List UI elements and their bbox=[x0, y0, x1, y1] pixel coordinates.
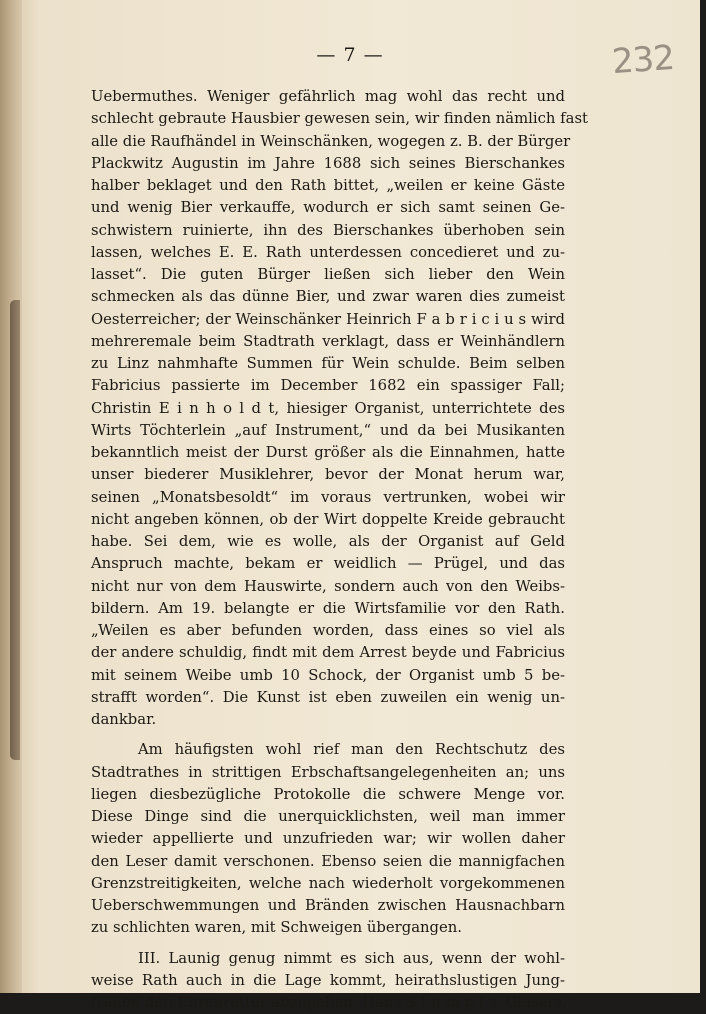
text-line: III. Launig genug nimmt es sich aus, wenn der wohl- bbox=[91, 948, 565, 970]
text-line: Ueberschwemmungen und Bränden zwischen Hausnachbarn bbox=[91, 895, 565, 917]
text-line: bekanntlich meist der Durst größer als die Einnahmen, hatte bbox=[91, 442, 565, 464]
text-line: Uebermuthes. Weniger gefährlich mag wohl das recht und bbox=[91, 86, 565, 108]
pencil-annotation: 232 bbox=[611, 38, 676, 82]
text-line: Christin E i n h o l d t, hiesiger Organist, unterrichtete des bbox=[91, 398, 565, 420]
paragraph-1 bbox=[91, 86, 565, 731]
paragraph-gap bbox=[91, 940, 565, 948]
text-line: Wirts Töchterlein „auf Instrument,“ und da bei Musikanten bbox=[91, 420, 565, 442]
text-line: den Leser damit verschonen. Ebenso seien die mannigfachen bbox=[91, 851, 565, 873]
text-line: schlecht gebraute Hausbier gewesen sein, wir finden nämlich fast bbox=[91, 108, 565, 130]
text-line: Grenzstreitigkeiten, welche nach wiederholt vorgekommenen bbox=[91, 873, 565, 895]
text-line: alle die Raufhändel in Weinschänken, wogegen z. B. der Bürger bbox=[91, 131, 565, 153]
page-number: — 7 — bbox=[0, 44, 700, 66]
text-line: Plackwitz Augustin im Jahre 1688 sich seines Bierschankes bbox=[91, 153, 565, 175]
text-line: „Weilen es aber befunden worden, dass eines so viel als bbox=[91, 620, 565, 642]
text-line: halber beklaget und den Rath bittet, „weilen er keine Gäste bbox=[91, 175, 565, 197]
text-line: lasset“. Die guten Bürger ließen sich lieber den Wein bbox=[91, 264, 565, 286]
text-line: bildern. Am 19. belangte er die Wirtsfamilie vor den Rath. bbox=[91, 598, 565, 620]
text-line: dankbar. bbox=[91, 709, 565, 731]
text-line: Diese Dinge sind die unerquicklichsten, weil man immer bbox=[91, 806, 565, 828]
text-line: Stadtrathes in strittigen Erbschaftsangelegenheiten an; uns bbox=[91, 762, 565, 784]
text-line: Anspruch machte, bekam er weidlich — Prügel, und das bbox=[91, 553, 565, 575]
text-line: weise Rath auch in die Lage kommt, heirathslustigen Jung- bbox=[91, 970, 565, 992]
paragraph-2 bbox=[91, 739, 565, 939]
text-line: frauen den Ehrenretter abzugeben. Hans S t u m p f s, Glasers, bbox=[91, 992, 565, 1014]
text-line: strafft worden“. Die Kunst ist eben zuweilen ein wenig un- bbox=[91, 687, 565, 709]
text-line: habe. Sei dem, wie es wolle, als der Organist auf Geld bbox=[91, 531, 565, 553]
text-line: mit seinem Weibe umb 10 Schock, der Organist umb 5 be- bbox=[91, 665, 565, 687]
text-line: lassen, welches E. E. Rath unterdessen concedieret und zu- bbox=[91, 242, 565, 264]
text-line: zu schlichten waren, mit Schweigen übergangen. bbox=[91, 917, 565, 939]
text-line: zu Linz nahmhafte Summen für Wein schulde. Beim selben bbox=[91, 353, 565, 375]
text-line: Am häufigsten wohl rief man den Rechtschutz des bbox=[91, 739, 565, 761]
text-line: und wenig Bier verkauffe, wodurch er sich samt seinen Ge- bbox=[91, 197, 565, 219]
paragraph-3 bbox=[91, 948, 565, 1014]
spine-shadow bbox=[10, 300, 20, 760]
body-text bbox=[91, 86, 565, 1014]
text-line: wieder appellierte und unzufrieden war; wir wollen daher bbox=[91, 828, 565, 850]
text-line: nicht nur von dem Hauswirte, sondern auch von den Weibs- bbox=[91, 576, 565, 598]
text-line: schwistern ruinierte, ihn des Bierschankes überhoben sein bbox=[91, 220, 565, 242]
text-line: nicht angeben können, ob der Wirt doppelte Kreide gebraucht bbox=[91, 509, 565, 531]
text-line: mehreremale beim Stadtrath verklagt, dass er Weinhändlern bbox=[91, 331, 565, 353]
text-line: schmecken als das dünne Bier, und zwar waren dies zumeist bbox=[91, 286, 565, 308]
text-line: liegen diesbezügliche Protokolle die schwere Menge vor. bbox=[91, 784, 565, 806]
text-line: unser biederer Musiklehrer, bevor der Monat herum war, bbox=[91, 464, 565, 486]
text-line: der andere schuldig, findt mit dem Arrest beyde und Fabricius bbox=[91, 642, 565, 664]
text-line: Oesterreicher; der Weinschänker Heinrich F a b r i c i u s wird bbox=[91, 309, 565, 331]
text-line: seinen „Monatsbesoldt“ im voraus vertrunken, wobei wir bbox=[91, 487, 565, 509]
paragraph-gap bbox=[91, 731, 565, 739]
text-line: Fabricius passierte im December 1682 ein spassiger Fall; bbox=[91, 375, 565, 397]
